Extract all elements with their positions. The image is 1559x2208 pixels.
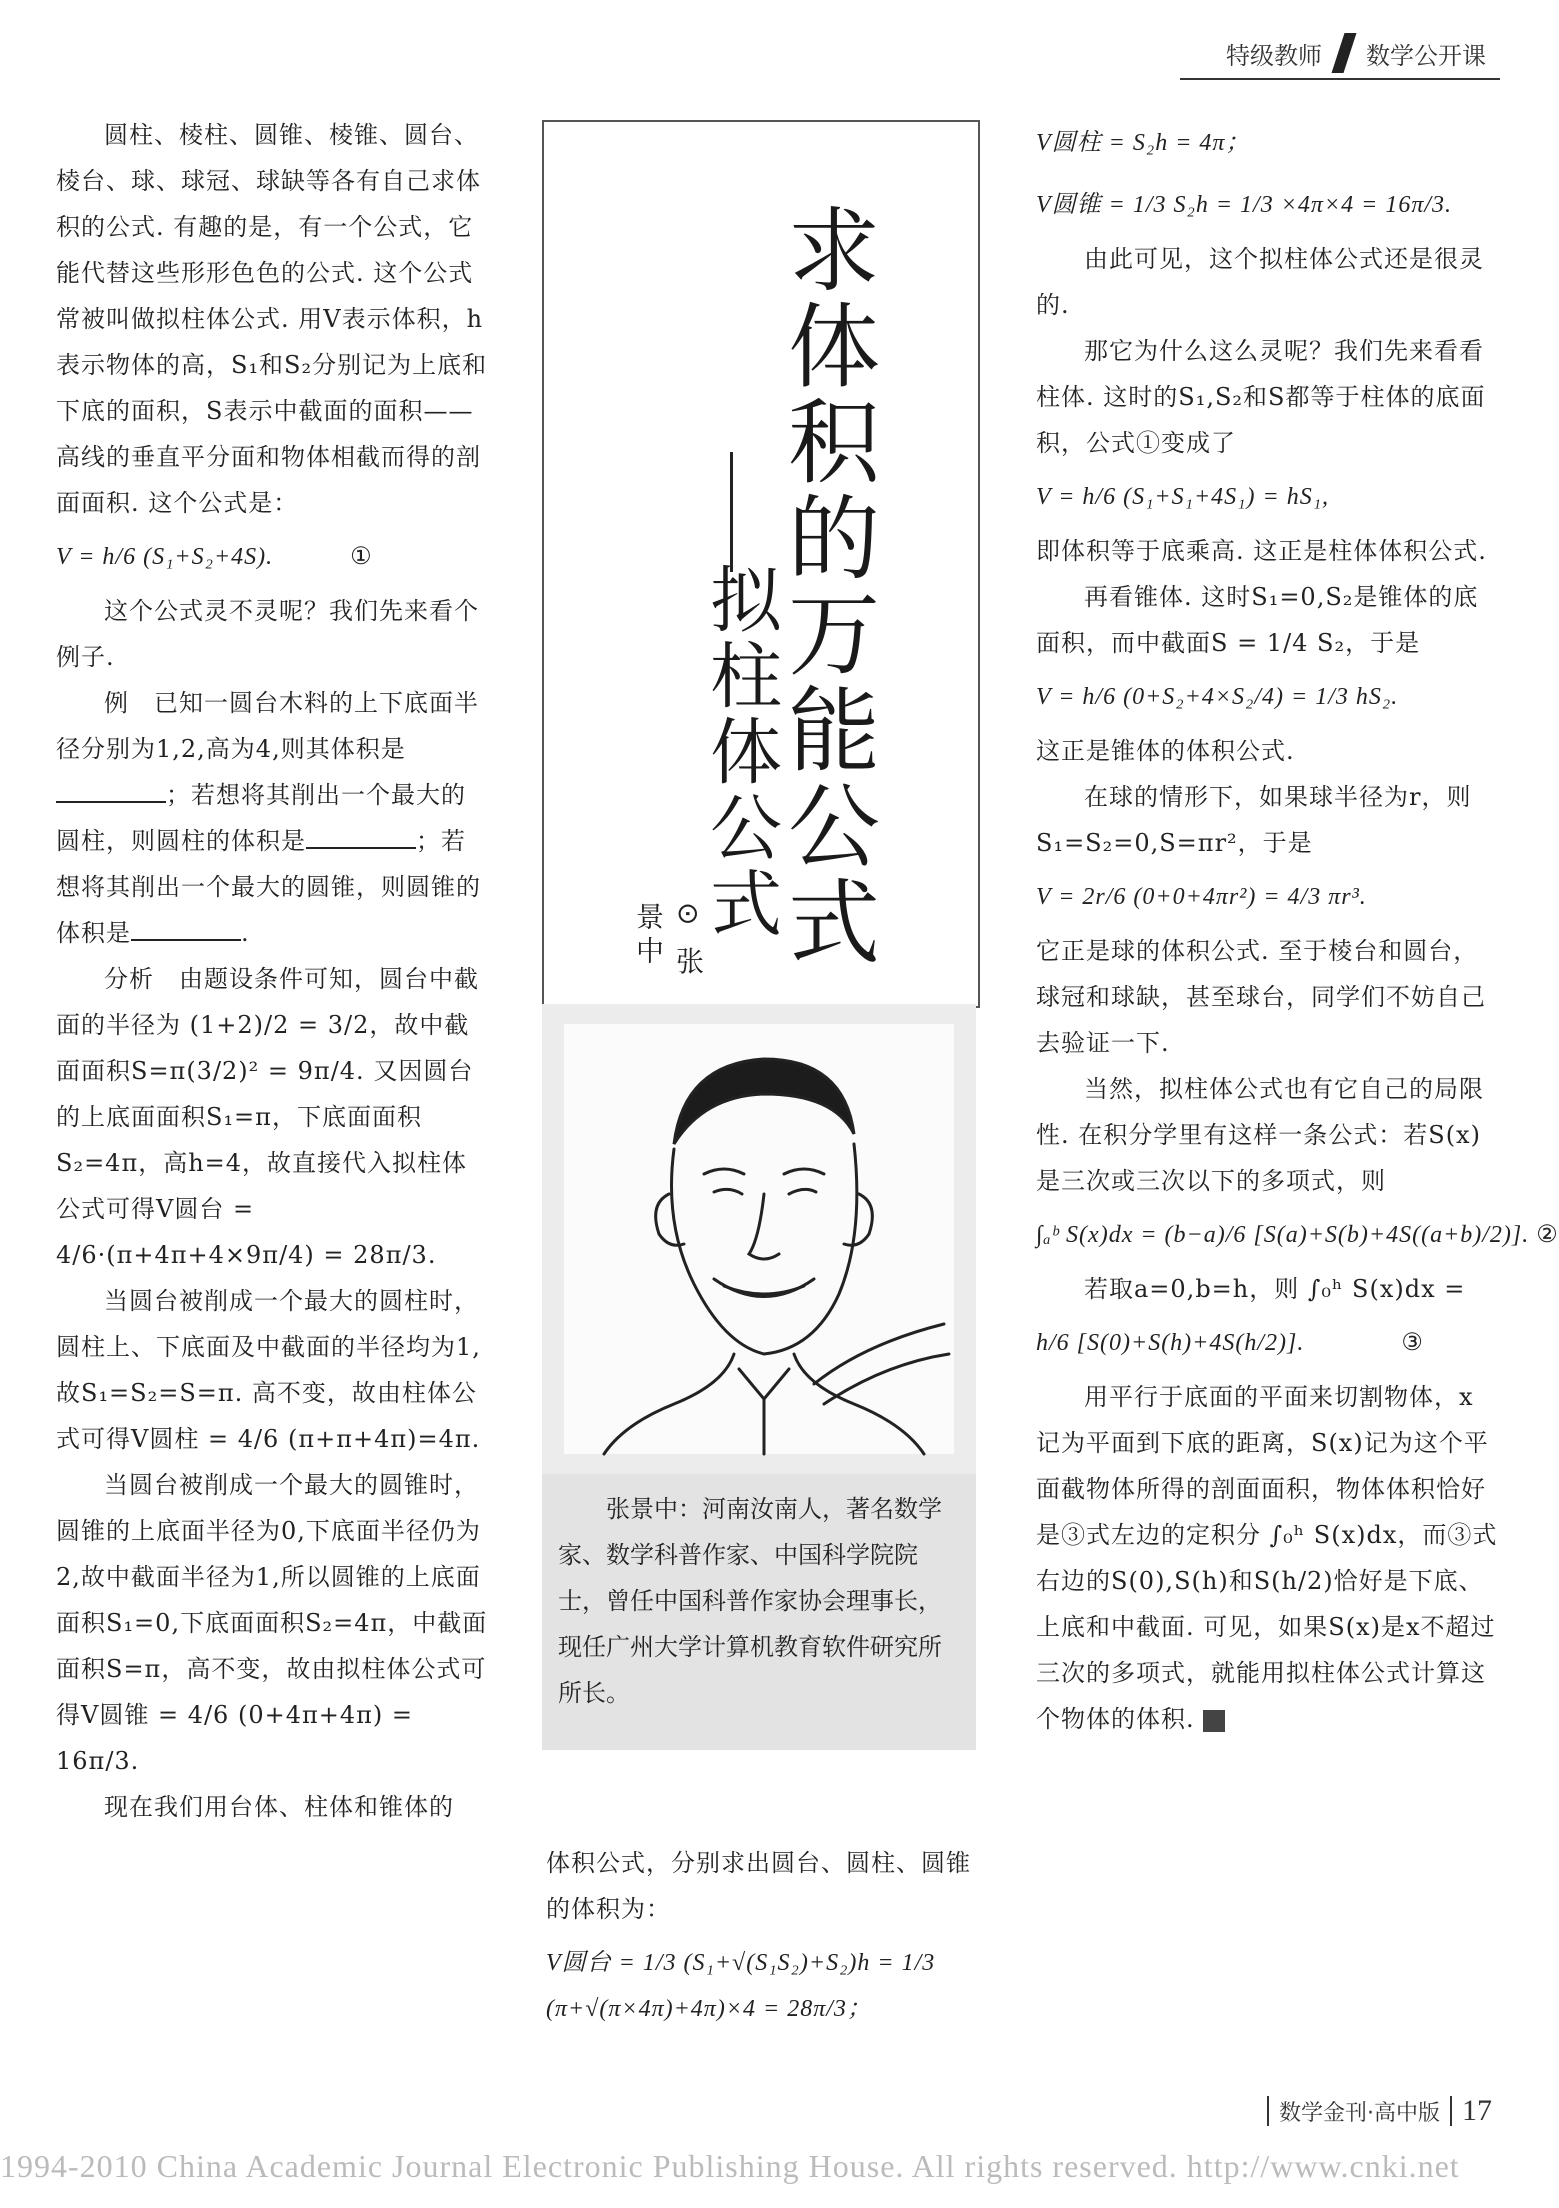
title-box [542, 120, 980, 1008]
why-paragraph: 那它为什么这么灵呢？我们先来看看柱体. 这时的S₁,S₂和S都等于柱体的底面积，公式①变成了 [1036, 337, 1486, 457]
author-byline [628, 902, 708, 1006]
author-name: 张景中 [632, 902, 705, 981]
prism-conclusion: 即体积等于底乘高. 这正是柱体体积公式. [1036, 537, 1487, 565]
cylinder-paragraph: 当圆台被削成一个最大的圆柱时，圆柱上、下底面及中截面的半径均为1,故S₁=S₂=S=π. 高不变，故由柱体公式可得V圆柱 = 4/6 (π+π+4π)=4π. [56, 1287, 481, 1453]
answer-blank-3 [131, 917, 241, 941]
analysis-paragraph: 分析 由题设条件可知，圆台中截面的半径为 (1+2)/2 = 3/2，故中截面面积S=π(3/2)² = 9π/4. 又因圆台的上底面面积S₁=π，下底面面积S₂=4π，高h=4，故直接代入拟柱体公式可得V圆台 = 4/6·(π+4π+4×9π/4) = 28π/3. [56, 965, 479, 1269]
intro-paragraph: 圆柱、棱柱、圆锥、棱锥、圆台、棱台、球、球冠、球缺等各有自己求体积的公式. 有趣的是，有一个公式，它能代替这些形形色色的公式. 这个公式常被叫做拟柱体公式. 用V表示体积，h表示物体的高，S₁和S₂分别记为上底和下底的面积，S表示中截面的面积——高线的垂直平分面和物体相截而得的剖面面积. 这个公式是： [56, 121, 488, 517]
journal-name: 数学金刊·高中版 [1279, 2100, 1440, 2126]
article-subtitle: 拟柱体公式 [698, 562, 782, 942]
transition-paragraph: 现在我们用台体、柱体和锥体的 [104, 1793, 454, 1821]
copyright-watermark: 1994-2010 China Academic Journal Electronic Publishing House. All rights reserved. http://www.cnki.net [0, 2148, 1460, 2184]
formula-frustum: V圆台 = 1/3 (S₁+√(S₁S₂)+S₂)h = 1/3 (π+√(π×4π)+4π)×4 = 28π/3； [546, 1950, 936, 2022]
answer-blank-2 [306, 825, 416, 849]
cone-paragraph: 当圆台被削成一个最大的圆锥时，圆锥的上底面半径为0,下底面半径仍为2,故中截面半径为1,所以圆锥的上底面面积S₁=0,下底面面积S₂=4π，中截面面积S=π，高不变，故由拟柱体公式可得V圆锥 = 4/6 (0+4π+4π) = 16π/3. [56, 1471, 488, 1775]
header-tag-course: 数学公开课 [1366, 41, 1486, 70]
footer-divider-right [1450, 2096, 1452, 2126]
article-title: 求体积的万能公式 [773, 202, 880, 970]
header-tag-teacher: 特级教师 [1226, 41, 1322, 70]
formula-2-number: ② [1536, 1222, 1559, 1248]
author-bio [542, 1474, 976, 1750]
column-left [56, 112, 490, 1830]
formula-1-number: ① [350, 544, 373, 570]
formula-2 [1036, 1204, 1559, 1266]
sphere-conclusion: 它正是球的体积公式. 至于棱台和圆台，球冠和球缺，甚至球台，同学们不妨自己去验证一下. [1036, 937, 1486, 1057]
question-paragraph: 这个公式灵不灵呢？我们先来看个例子. [56, 597, 479, 671]
page-header [1216, 30, 1496, 76]
formula-cone: V = h/6 (0+S₂+4×S₂/4) = 1/3 hS₂. [1036, 684, 1399, 710]
example-paragraph [56, 680, 490, 956]
formula-3-text: h/6 [S(0)+S(h)+4S(h/2)]. [1036, 1330, 1305, 1356]
page-footer [1257, 2094, 1492, 2128]
limitation-paragraph: 当然，拟柱体公式也有它自己的局限性. 在积分学里有这样一条公式：若S(x)是三次或三次以下的多项式，则 [1036, 1075, 1484, 1195]
portrait-frame [564, 1024, 954, 1454]
example-text-2: ；若想将其削出一个最大的圆柱，则圆柱的体积是 [56, 781, 466, 855]
caricature-illustration [564, 1024, 954, 1454]
header-rule [1180, 78, 1500, 80]
sphere-paragraph: 在球的情形下，如果球半径为r，则S₁=S₂=0,S=πr²，于是 [1036, 783, 1472, 857]
footer-divider-left [1267, 2096, 1269, 2126]
formula-3-number: ③ [1401, 1330, 1424, 1356]
formula-1 [56, 526, 490, 588]
title-dash [730, 452, 733, 572]
substitution-paragraph: 若取a=0,b=h，则 ∫₀ʰ S(x)dx = [1084, 1275, 1466, 1303]
conclusion-paragraph: 由此可见，这个拟柱体公式还是很灵的. [1036, 245, 1484, 319]
author-portrait [542, 1004, 976, 1474]
author-bio-text: 张景中：河南汝南人，著名数学家、数学科普作家、中国科学院院士，曾任中国科普作家协会理事长，现任广州大学计算机教育软件研究所所长。 [558, 1495, 942, 1707]
page-number: 17 [1462, 2094, 1492, 2127]
formula-1-text: V = h/6 (S₁+S₂+4S). [56, 544, 274, 570]
example-text-1: 例 已知一圆台木料的上下底面半径分别为1,2,高为4,则其体积是 [56, 689, 479, 763]
formula-prism: V = h/6 (S₁+S₁+4S₁) = hS₁, [1036, 484, 1330, 510]
end-mark-icon [1203, 1710, 1225, 1732]
formula-2-text: ∫ₐᵇ S(x)dx = (b−a)/6 [S(a)+S(b)+4S((a+b)/2)]. [1036, 1222, 1530, 1248]
formula-sphere: V = 2r/6 (0+0+4πr²) = 4/3 πr³. [1036, 884, 1367, 910]
column-right [1036, 112, 1559, 1742]
column-middle [546, 1840, 978, 2040]
final-paragraph-text: 用平行于底面的平面来切割物体，x记为平面到下底的距离，S(x)记为这个平面截物体所得的剖面面积，物体体积恰好是③式左边的定积分 ∫₀ʰ S(x)dx，而③式右边的S(0),S(h)和S(h/2)恰好是下底、上底和中截面. 可见，如果S(x)是x不超过三次的多项式，就能用拟柱体公式计算这个物体的体积. [1036, 1383, 1498, 1733]
author-mark-icon: ⊙ [672, 902, 705, 932]
formula-cylinder-volume: V圆柱 = S₂h = 4π； [1036, 130, 1251, 156]
final-paragraph [1036, 1374, 1498, 1742]
answer-blank-1 [56, 779, 166, 803]
cone-conclusion: 这正是锥体的体积公式. [1036, 737, 1295, 765]
formula-cone-volume: V圆锥 = 1/3 S₂h = 1/3 ×4π×4 = 16π/3. [1036, 192, 1453, 218]
middle-paragraph: 体积公式，分别求出圆台、圆柱、圆锥的体积为： [546, 1849, 971, 1923]
example-text-4: . [241, 919, 250, 947]
cone-check-paragraph: 再看锥体. 这时S₁=0,S₂是锥体的底面积，而中截面S = 1/4 S₂，于是 [1036, 583, 1479, 657]
header-divider [1332, 33, 1357, 73]
example-text-3: ；若想将其削出一个最大的圆锥，则圆锥的体积是 [56, 827, 481, 947]
formula-3 [1036, 1312, 1498, 1374]
